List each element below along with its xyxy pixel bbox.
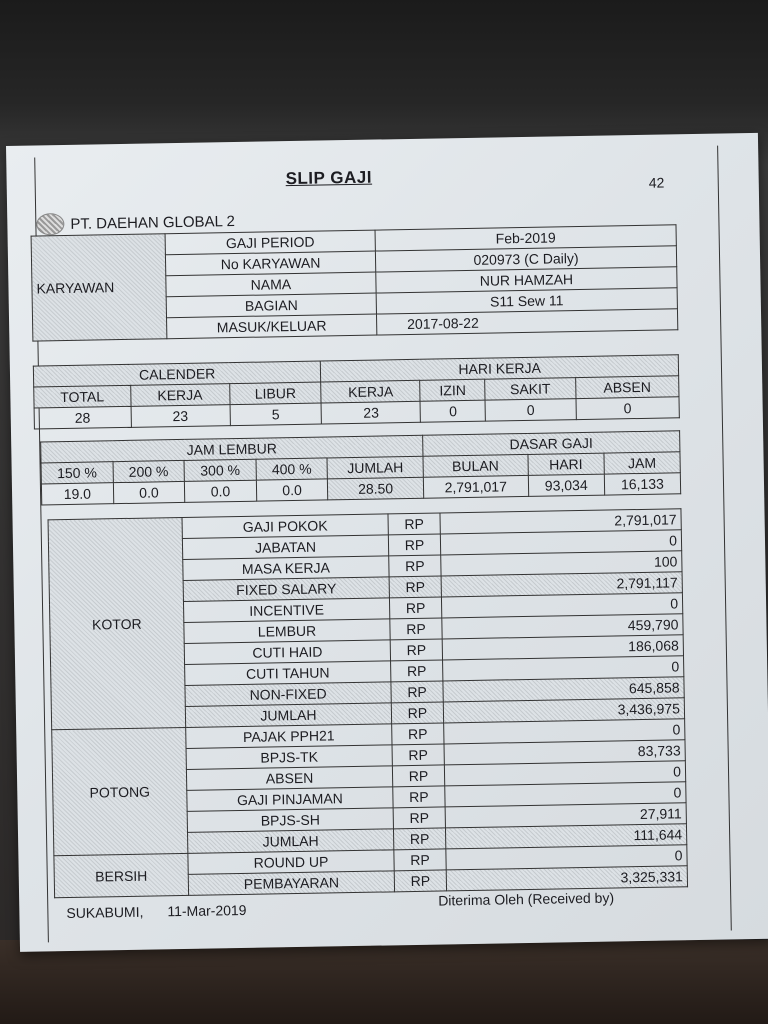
- employee-field-label: GAJI PERIOD: [165, 230, 375, 255]
- overtime-value: 0.0: [185, 480, 257, 502]
- kotor-group-label: KOTOR: [48, 517, 186, 729]
- bersih-group-label: BERSIH: [54, 853, 189, 897]
- salary-item-label: BPJS-SH: [187, 808, 393, 833]
- attendance-value: 28: [34, 406, 131, 429]
- attendance-value: 0: [576, 397, 680, 420]
- salary-item-label: NON-FIXED: [185, 682, 391, 707]
- salary-item-amount: 0: [445, 782, 686, 807]
- overtime-header: 200 %: [113, 460, 185, 482]
- overtime-header: HARI: [528, 453, 605, 475]
- overtime-value: 2,791,017: [423, 475, 528, 498]
- calender-label: CALENDER: [33, 361, 321, 387]
- currency-label: RP: [392, 744, 444, 766]
- salary-item-amount: 0: [440, 530, 681, 555]
- salary-item-amount: 111,644: [445, 824, 686, 849]
- salary-slip-paper: [6, 133, 768, 952]
- attendance-table: [33, 354, 680, 429]
- salary-item-label: FIXED SALARY: [183, 577, 389, 602]
- currency-label: RP: [391, 660, 443, 682]
- salary-item-label: LEMBUR: [184, 619, 390, 644]
- salary-item-label: PAJAK PPH21: [186, 724, 392, 749]
- overtime-header: 300 %: [184, 459, 256, 481]
- overtime-header: 400 %: [256, 458, 328, 480]
- page-number: 42: [648, 174, 665, 191]
- currency-label: RP: [393, 828, 445, 850]
- currency-label: RP: [392, 765, 444, 787]
- salary-item-label: JUMLAH: [185, 703, 391, 728]
- currency-label: RP: [392, 723, 444, 745]
- attendance-header: KERJA: [321, 380, 420, 403]
- currency-label: RP: [391, 681, 443, 703]
- employee-field-label: NAMA: [166, 272, 376, 297]
- company-logo-icon: [36, 213, 64, 235]
- employee-field-label: BAGIAN: [166, 293, 376, 318]
- employee-field-value: 020973 (C Daily): [375, 246, 676, 272]
- footer-date: 11-Mar-2019: [167, 901, 247, 920]
- overtime-header: 150 %: [41, 462, 113, 484]
- salary-item-label: JABATAN: [182, 535, 388, 560]
- company-name: PT. DAEHAN GLOBAL 2: [70, 212, 236, 233]
- salary-item-amount: 459,790: [442, 614, 683, 639]
- salary-item-label: MASA KERJA: [183, 556, 389, 581]
- employee-info-table: [31, 224, 679, 341]
- salary-breakdown-table: [48, 508, 689, 898]
- salary-slip-sheet: [34, 146, 732, 943]
- currency-label: RP: [394, 849, 446, 871]
- employee-field-value: 2017-08-22: [376, 309, 677, 335]
- attendance-value: 0: [420, 400, 485, 422]
- attendance-header: ABSEN: [575, 376, 679, 399]
- employee-field-value: Feb-2019: [375, 225, 676, 251]
- footer-city: SUKABUMI,: [66, 903, 144, 922]
- salary-item-amount: 3,436,975: [443, 698, 684, 723]
- salary-item-amount: 3,325,331: [446, 866, 687, 891]
- salary-item-amount: 2,791,117: [441, 572, 682, 597]
- attendance-value: 5: [230, 403, 322, 426]
- background-shadow: [0, 940, 768, 1024]
- currency-label: RP: [390, 618, 442, 640]
- salary-item-amount: 83,733: [444, 740, 685, 765]
- salary-item-label: CUTI HAID: [184, 640, 390, 665]
- footer-received-by: Diterima Oleh (Received by): [438, 889, 615, 909]
- salary-item-amount: 27,911: [445, 803, 686, 828]
- salary-item-label: PEMBAYARAN: [188, 871, 394, 896]
- attendance-header: IZIN: [420, 379, 485, 401]
- overtime-header: JAM: [604, 452, 681, 474]
- salary-item-label: GAJI PINJAMAN: [187, 787, 393, 812]
- attendance-value: 23: [321, 401, 420, 424]
- attendance-value: 0: [485, 399, 576, 422]
- footer-place-date: [66, 902, 246, 921]
- salary-item-label: JUMLAH: [188, 829, 394, 854]
- salary-item-label: BPJS-TK: [186, 745, 392, 770]
- salary-item-amount: 186,068: [442, 635, 683, 660]
- overtime-table: [40, 430, 681, 505]
- potong-group-label: POTONG: [52, 727, 188, 855]
- salary-item-label: CUTI TAHUN: [185, 661, 391, 686]
- currency-label: RP: [388, 513, 440, 535]
- salary-item-amount: 0: [446, 845, 687, 870]
- currency-label: RP: [393, 786, 445, 808]
- jam-lembur-label: JAM LEMBUR: [41, 435, 423, 463]
- employee-field-label: No KARYAWAN: [165, 251, 375, 276]
- employee-field-value: S11 Sew 11: [376, 288, 677, 314]
- overtime-value: 0.0: [113, 481, 185, 503]
- employee-field-label: MASUK/KELUAR: [167, 314, 377, 339]
- slip-title: SLIP GAJI: [285, 167, 373, 189]
- salary-item-amount: 2,791,017: [440, 509, 681, 534]
- overtime-value: 0.0: [256, 479, 328, 501]
- overtime-value: 93,034: [528, 474, 605, 496]
- currency-label: RP: [389, 555, 441, 577]
- hari-kerja-label: HARI KERJA: [321, 355, 679, 382]
- salary-item-label: ABSEN: [186, 766, 392, 791]
- currency-label: RP: [393, 807, 445, 829]
- salary-item-label: ROUND UP: [188, 850, 394, 875]
- salary-item-label: INCENTIVE: [183, 598, 389, 623]
- overtime-header: JUMLAH: [327, 456, 423, 479]
- currency-label: RP: [394, 870, 446, 892]
- overtime-header: BULAN: [423, 454, 528, 477]
- salary-item-amount: 0: [444, 719, 685, 744]
- salary-item-label: GAJI POKOK: [182, 514, 388, 539]
- overtime-value: 28.50: [328, 477, 424, 500]
- dasar-gaji-label: DASAR GAJI: [422, 431, 679, 456]
- salary-item-amount: 0: [443, 656, 684, 681]
- attendance-header: TOTAL: [34, 385, 131, 408]
- currency-label: RP: [390, 639, 442, 661]
- currency-label: RP: [388, 534, 440, 556]
- currency-label: RP: [389, 576, 441, 598]
- salary-item-amount: 100: [441, 551, 682, 576]
- employee-field-value: NUR HAMZAH: [376, 267, 677, 293]
- salary-item-amount: 0: [444, 761, 685, 786]
- attendance-header: KERJA: [130, 384, 229, 407]
- currency-label: RP: [391, 702, 443, 724]
- overtime-value: 16,133: [604, 473, 681, 495]
- employee-section-label: KARYAWAN: [31, 234, 167, 341]
- attendance-value: 23: [131, 405, 230, 428]
- salary-item-amount: 0: [441, 593, 682, 618]
- salary-item-amount: 645,858: [443, 677, 684, 702]
- attendance-header: LIBUR: [229, 382, 321, 405]
- overtime-value: 19.0: [41, 483, 113, 505]
- currency-label: RP: [389, 597, 441, 619]
- attendance-header: SAKIT: [485, 378, 576, 401]
